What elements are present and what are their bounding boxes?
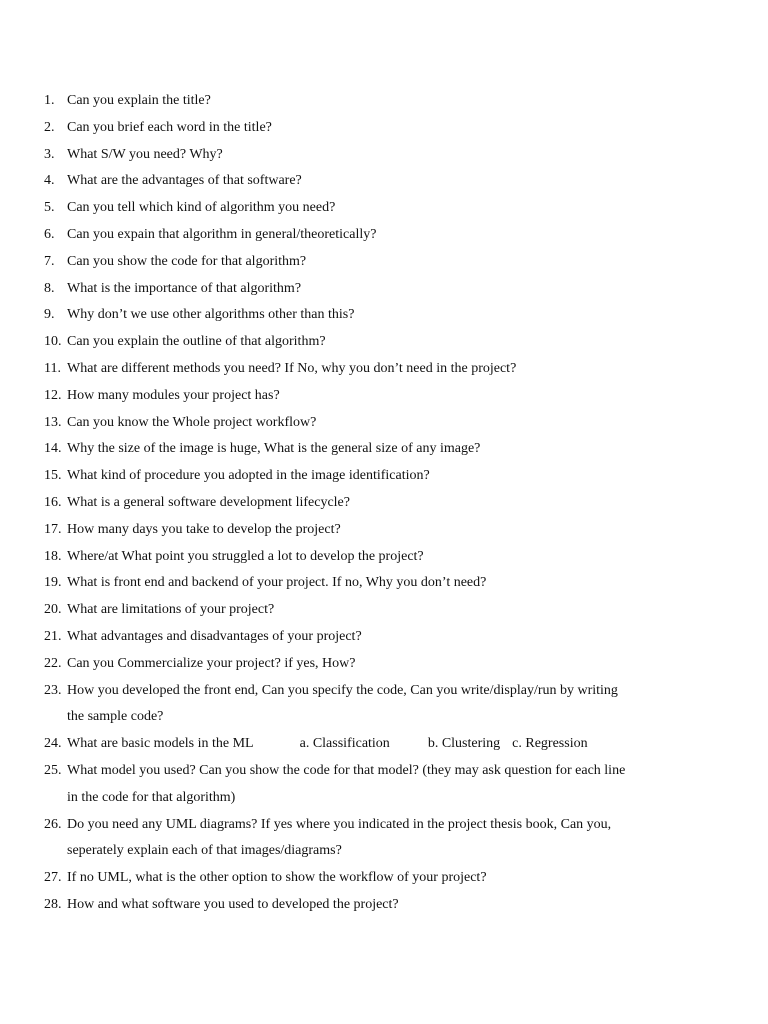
list-item — [0, 731, 768, 758]
item-number: 11. — [44, 360, 61, 376]
item-number: 24. — [44, 736, 62, 752]
item-number: 22. — [44, 655, 62, 671]
item-text-continuation: seperately explain each of that images/diagrams? — [67, 843, 342, 859]
item-number: 2. — [44, 119, 55, 135]
item-text: Can you explain the outline of that algorithm? — [67, 334, 326, 350]
list-item — [0, 812, 768, 866]
item-number: 20. — [44, 602, 62, 618]
item-text: What advantages and disadvantages of your project? — [67, 628, 362, 644]
list-item — [0, 865, 768, 892]
list-item — [0, 597, 768, 624]
item-number: 1. — [44, 93, 55, 108]
item-number: 28. — [44, 896, 62, 912]
item-number: 25. — [44, 762, 62, 778]
item-text: If no UML, what is the other option to show the workflow of your project? — [67, 870, 487, 886]
item-number: 6. — [44, 226, 55, 242]
item-number: 10. — [44, 334, 62, 350]
item-text: How and what software you used to developed the project? — [67, 896, 399, 912]
list-item — [0, 436, 768, 463]
item-text — [67, 731, 768, 758]
item-text: Can you expain that algorithm in general/theoretically? — [67, 226, 377, 242]
option-c: c. Regression — [512, 736, 588, 752]
item-number: 21. — [44, 628, 62, 644]
list-item — [0, 88, 768, 115]
item-text-line: Do you need any UML diagrams? If yes where you indicated in the project thesis book, Can you, — [67, 816, 612, 832]
list-item — [0, 490, 768, 517]
item-number: 13. — [44, 414, 62, 430]
item-text: What kind of procedure you adopted in the image identification? — [67, 468, 430, 484]
list-item — [0, 356, 768, 383]
item-number: 9. — [44, 307, 55, 323]
item-number: 12. — [44, 387, 62, 403]
item-text: What is the importance of that algorithm? — [67, 280, 302, 296]
item-number: 18. — [44, 548, 62, 564]
item-number: 16. — [44, 494, 62, 510]
item-text: What are limitations of your project? — [67, 602, 275, 618]
item-text: What is a general software development lifecycle? — [67, 494, 350, 510]
list-item — [0, 517, 768, 544]
list-item — [0, 115, 768, 142]
list-item — [0, 410, 768, 437]
list-item — [0, 758, 768, 812]
item-text — [67, 678, 768, 732]
list-item — [0, 302, 768, 329]
item-text: Can you show the code for that algorithm? — [67, 253, 307, 269]
item-text: Can you explain the title? — [67, 93, 211, 108]
item-number: 4. — [44, 173, 55, 189]
item-text: How many days you take to develop the project? — [67, 521, 341, 537]
list-item — [0, 463, 768, 490]
item-text: Can you know the Whole project workflow? — [67, 414, 317, 430]
list-item — [0, 544, 768, 571]
list-item — [0, 168, 768, 195]
option-b: b. Clustering — [427, 736, 501, 752]
item-number: 15. — [44, 468, 62, 484]
list-item — [0, 624, 768, 651]
item-text-line: How you developed the front end, Can you specify the code, Can you write/display/run by writing — [67, 682, 618, 698]
item-number: 8. — [44, 280, 55, 296]
item-text: Can you brief each word in the title? — [67, 119, 272, 135]
list-item — [0, 329, 768, 356]
item-number: 14. — [44, 441, 62, 457]
list-item — [0, 383, 768, 410]
list-item — [0, 892, 768, 919]
list-item — [0, 222, 768, 249]
item-text — [67, 812, 768, 866]
question-list — [0, 88, 768, 919]
item-number: 3. — [44, 146, 55, 162]
item-text: Can you Commercialize your project? if yes, How? — [67, 655, 356, 671]
list-item — [0, 276, 768, 303]
item-text: Why don’t we use other algorithms other than this? — [67, 307, 355, 323]
item-text-continuation: the sample code? — [67, 709, 164, 725]
list-item — [0, 570, 768, 597]
item-text-line: What are basic models in the ML — [67, 736, 254, 752]
item-number: 17. — [44, 521, 62, 537]
list-item — [0, 195, 768, 222]
item-number: 23. — [44, 682, 62, 698]
item-text: What are different methods you need? If No, why you don’t need in the project? — [67, 360, 517, 376]
list-item — [0, 651, 768, 678]
item-number: 5. — [44, 200, 55, 216]
item-text: What is front end and backend of your project. If no, Why you don’t need? — [67, 575, 487, 591]
list-item — [0, 249, 768, 276]
item-text: Why the size of the image is huge, What is the general size of any image? — [67, 441, 481, 457]
document-page — [0, 88, 768, 919]
item-text: How many modules your project has? — [67, 387, 280, 403]
list-item — [0, 678, 768, 732]
item-text-line: What model you used? Can you show the code for that model? (they may ask question for each line — [67, 762, 626, 778]
list-item — [0, 142, 768, 169]
item-number: 19. — [44, 575, 62, 591]
item-text — [67, 758, 768, 812]
item-text-continuation: in the code for that algorithm) — [67, 789, 236, 805]
item-text: Where/at What point you struggled a lot to develop the project? — [67, 548, 424, 564]
item-number: 27. — [44, 870, 62, 886]
item-text: Can you tell which kind of algorithm you need? — [67, 200, 336, 216]
item-text: What are the advantages of that software? — [67, 173, 302, 189]
item-text: What S/W you need? Why? — [67, 146, 223, 162]
item-number: 26. — [44, 816, 62, 832]
option-a: a. Classification — [299, 736, 390, 752]
item-number: 7. — [44, 253, 55, 269]
